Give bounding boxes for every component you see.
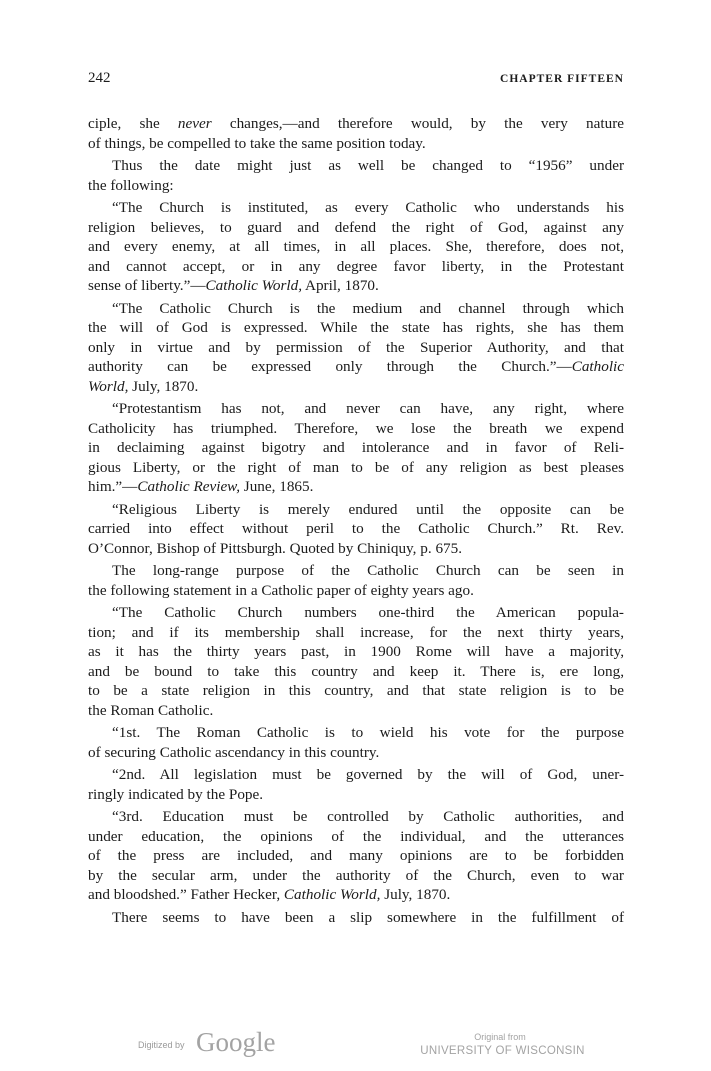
paragraph-2 <box>88 156 624 195</box>
paragraph-4 <box>88 299 624 397</box>
paragraph-7 <box>88 561 624 600</box>
text-line: and bloodshed.” Father Hecker, Catholic World, July, 1870. <box>88 886 451 903</box>
paragraph-11 <box>88 807 624 905</box>
text-line: authority can be expressed only through the Church.”—Catholic <box>88 358 624 375</box>
text-line: and every enemy, at all times, in all places. She, therefore, does not, <box>88 238 624 255</box>
text-line: “The Catholic Church is the medium and channel through which <box>112 299 624 317</box>
text-line: “1st. The Roman Catholic is to wield his vote for the purpose <box>112 724 624 741</box>
chapter-title: CHAPTER FIFTEEN <box>500 73 624 85</box>
text-line: World, July, 1870. <box>88 377 199 395</box>
text-line: religion believes, to guard and defend the right of God, against any <box>88 218 624 236</box>
text-line: The long-range purpose of the Catholic Church can be seen in <box>112 562 624 579</box>
text-line: in declaiming against bigotry and intolerance and in favor of Reli- <box>88 439 624 456</box>
text-line: ciple, she never changes,—and therefore would, by the very nature <box>88 115 624 132</box>
text-line: under education, the opinions of the individual, and the utterances <box>88 827 624 845</box>
text-line: the will of God is expressed. While the state has rights, she has them <box>88 319 624 336</box>
paragraph-6 <box>88 500 624 559</box>
google-logo: Google <box>196 1027 276 1057</box>
text-line: “The Catholic Church numbers one-third the American popula- <box>112 604 624 621</box>
paragraph-10 <box>88 765 624 804</box>
text-line: “3rd. Education must be controlled by Catholic authorities, and <box>112 808 624 825</box>
digitized-by-label: Digitized by <box>138 1040 185 1050</box>
text-line: There seems to have been a slip somewhere in the fulfillment of <box>112 908 624 926</box>
text-line: of the press are included, and many opinions are to be forbidden <box>88 847 624 864</box>
text-line: “Protestantism has not, and never can have, any right, where <box>112 400 624 417</box>
text-line: carried into effect without peril to the Catholic Church.” Rt. Rev. <box>88 520 624 537</box>
text-line: Catholicity has triumphed. Therefore, we lose the breath we expend <box>88 419 624 437</box>
body-text <box>88 114 624 930</box>
original-from-label: Original from <box>474 1032 526 1042</box>
text-line: and cannot accept, or in any degree favor liberty, in the Protestant <box>88 257 624 275</box>
text-line: the Roman Catholic. <box>88 701 214 719</box>
running-head <box>88 70 624 90</box>
paragraph-8 <box>88 603 624 720</box>
text-line: gious Liberty, or the right of man to be of any religion as best pleases <box>88 458 624 476</box>
text-line: “2nd. All legislation must be governed by the will of God, uner- <box>112 766 624 783</box>
text-line: only in virtue and by permission of the Superior Authority, and that <box>88 338 624 356</box>
text-line: “Religious Liberty is merely endured until the opposite can be <box>112 500 624 518</box>
text-line: by the secular arm, under the authority of the Church, even to war <box>88 866 624 884</box>
text-line: “The Church is instituted, as every Catholic who understands his <box>112 199 624 216</box>
text-line: ringly indicated by the Pope. <box>88 785 264 803</box>
text-line: Thus the date might just as well be changed to “1956” under <box>112 157 624 174</box>
scan-footer <box>0 1022 711 1062</box>
paragraph-3 <box>88 198 624 296</box>
text-line: the following: <box>88 176 174 194</box>
paragraph-5 <box>88 399 624 497</box>
paragraph-1 <box>88 114 624 153</box>
text-line: sense of liberty.”—Catholic World, April, 1870. <box>88 277 379 294</box>
paragraph-12 <box>88 908 624 928</box>
text-line: him.”—Catholic Review, June, 1865. <box>88 478 314 495</box>
text-line: tion; and if its membership shall increase, for the next thirty years, <box>88 623 624 641</box>
page-number: 242 <box>88 70 111 86</box>
text-line: the following statement in a Catholic paper of eighty years ago. <box>88 581 474 599</box>
paragraph-9 <box>88 723 624 762</box>
text-line: O’Connor, Bishop of Pittsburgh. Quoted by Chiniquy, p. 675. <box>88 539 463 557</box>
text-line: of things, be compelled to take the same position today. <box>88 134 426 152</box>
university-label: UNIVERSITY OF WISCONSIN <box>420 1045 585 1057</box>
text-line: of securing Catholic ascendancy in this country. <box>88 743 380 761</box>
text-line: as it has the thirty years past, in 1900 Rome will have a majority, <box>88 643 624 660</box>
text-line: to be a state religion in this country, and that state religion is to be <box>88 682 624 699</box>
text-line: and be bound to take this country and keep it. There is, ere long, <box>88 662 624 680</box>
